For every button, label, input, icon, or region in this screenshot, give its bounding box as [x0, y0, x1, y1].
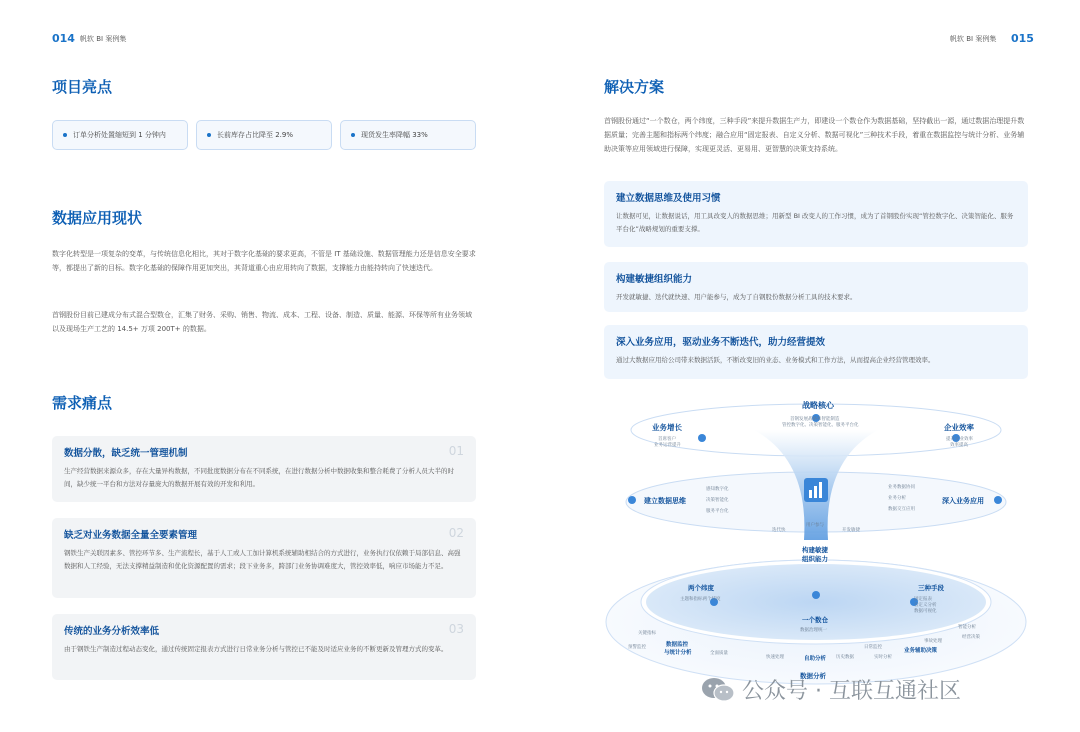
bullet-dot-icon: [63, 133, 67, 137]
solution-card-desc: 开发就敏捷、迭代就快速、用户能参与，成为了自钢股份数据分析工具的技术要求。: [616, 293, 857, 301]
pain-point-number: 01: [448, 444, 464, 458]
pain-point-card: [52, 436, 476, 502]
svg-text:自定义分析: 自定义分析: [914, 603, 937, 608]
svg-text:关键指标: 关键指标: [638, 631, 656, 636]
svg-text:事故处理: 事故处理: [924, 639, 942, 644]
right-running-title: 帆软 BI 案例集: [950, 35, 997, 43]
status-paragraph-1: 数字化转型是一项复杂的变革，与传统信息化相比，其对于数字化基础的要求更高，不管是 IT 基础设施、数据管理能力还是信息安全要求等，都提出了新的目标。数字化基础的保障作用更加突出，其背道重心由应用转向了数据，支撑能力由能持转向了快速迭代。: [52, 250, 476, 272]
bullet-dot-icon: [351, 133, 355, 137]
svg-text:开发敏捷: 开发敏捷: [842, 528, 860, 533]
pain-point-desc: 由于钢铁生产制造过程动态变化，通过传统固定报表方式进行日常业务分析与管控已不能及时适应业务的不断更新及管理方式的变革。: [64, 645, 448, 653]
status-paragraph-2: 首钢股份目前已建成分布式混合型数仓，汇集了财务、采购、销售、物流、成本、工程、设备、制造、质量、能源、环保等所有业务领域以及现场生产工艺的 14.5+ 万项 200T+ 的数据。: [52, 311, 472, 333]
watermark: [700, 674, 961, 705]
solution-intro: 首钢股份通过“一个数仓，两个纬度，三种手段”来提升数据生产力，即建设一个数仓作为数据基础，坚持截出一源，通过数据治理提升数据质量；完善主题和指标两个纬度；融合应用“固定报表、自定义分析、数据可视化”三种技术手段，着重在数据监控与统计分析、业务辅助决策等应用领域进行保障，实现更灵活、更易用、更智慧的决策支持系统。: [604, 117, 1025, 153]
svg-text:迭代快: 迭代快: [772, 528, 786, 533]
solution-card-title: 深入业务应用，驱动业务不断迭代，助力经营提效: [616, 337, 826, 348]
pain-point-card: [52, 614, 476, 680]
svg-text:快速处理: 快速处理: [766, 655, 784, 660]
svg-text:业务分析: 业务分析: [888, 496, 906, 501]
diagram-top-sub: 首钢发展战略和智能制造: [790, 417, 840, 422]
diagram-one-dw-label: 一个数仓: [802, 616, 828, 624]
svg-text:组织能力: 组织能力: [802, 555, 828, 563]
highlights-title: 项目亮点: [52, 78, 113, 96]
highlight-text: 长前库存占比降至 2.9%: [217, 131, 294, 139]
svg-text:效率提高: 效率提高: [950, 443, 968, 448]
right-page-number: 015: [1011, 32, 1034, 45]
pain-point-title: 传统的业务分析效率低: [64, 626, 160, 637]
svg-text:决策智能化: 决策智能化: [706, 498, 729, 503]
highlight-text: 订单分析处置缩短到 1 分钟内: [73, 131, 166, 139]
wechat-icon: [700, 676, 736, 704]
svg-text:服务平台化: 服务平台化: [706, 509, 729, 514]
node-dot-icon: [812, 591, 820, 599]
svg-text:历史数据: 历史数据: [836, 655, 854, 660]
svg-text:自助分析: 自助分析: [804, 656, 827, 662]
solution-card: [604, 262, 1028, 312]
svg-text:提升企业效率: 提升企业效率: [946, 437, 973, 442]
svg-text:智能分析: 智能分析: [958, 625, 976, 630]
svg-text:日常监控: 日常监控: [864, 645, 882, 650]
pain-point-number: 03: [448, 622, 464, 636]
solution-diagram: [604, 390, 1044, 700]
svg-text:固定报表: 固定报表: [914, 597, 932, 602]
solution-card-title: 建立数据思维及使用习惯: [616, 193, 721, 204]
bullet-dot-icon: [207, 133, 211, 137]
highlight-item: [340, 120, 476, 150]
diagram-top-sub: 管控数字化、决策智能化、服务平台化: [782, 423, 859, 428]
diagram-thinking-label: 建立数据思维: [644, 497, 686, 505]
highlight-item: [196, 120, 332, 150]
svg-text:业务辅助决策: 业务辅助决策: [904, 648, 938, 654]
diagram-agile-label: 构建敏捷: [802, 546, 828, 554]
highlight-item: [52, 120, 188, 150]
svg-text:业务运营提升: 业务运营提升: [654, 443, 681, 448]
svg-text:实时分析: 实时分析: [874, 655, 892, 660]
diagram-two-dims-label: 两个纬度: [688, 584, 714, 592]
node-dot-icon: [994, 496, 1002, 504]
svg-text:预警监控: 预警监控: [628, 645, 646, 650]
svg-text:与统计分析: 与统计分析: [664, 650, 692, 656]
solution-card-title: 构建敏捷组织能力: [616, 274, 693, 285]
pain-point-title: 缺乏对业务数据全量全要素管理: [64, 530, 198, 541]
highlight-text: 现货发生率降幅 33%: [361, 131, 428, 139]
left-running-title: 帆软 BI 案例集: [80, 35, 127, 43]
pain-points-title: 需求痛点: [52, 394, 113, 412]
diagram-deep-label: 深入业务应用: [942, 497, 984, 505]
pain-point-desc: 钢铁生产关联因素多、管控环节多、生产流程长，基于人工或人工加计算机系统辅助相结合的方式进行，业务执行仅依赖于局部信息、高强数据和人工经验，无法支撑精益制造和优化资源配置的需求；段下业务多，跨部门业务协调难度大，管控效率低，响应市场能力不足。: [64, 549, 461, 570]
solution-title: 解决方案: [604, 78, 665, 96]
node-dot-icon: [628, 496, 636, 504]
node-dot-icon: [698, 434, 706, 442]
solution-card: [604, 325, 1028, 379]
diagram-top-label: 战略核心: [802, 401, 834, 410]
diagram-three-means-label: 三种手段: [918, 584, 944, 592]
solution-card: [604, 181, 1028, 247]
pain-point-number: 02: [448, 526, 464, 540]
svg-text:数据交互应用: 数据交互应用: [888, 507, 915, 512]
svg-text:首席客户: 首席客户: [658, 437, 676, 442]
svg-text:业务数据协同: 业务数据协同: [888, 485, 915, 490]
svg-text:感知数字化: 感知数字化: [706, 487, 729, 492]
left-page-number: 014: [52, 32, 75, 45]
pain-point-title: 数据分散，缺乏统一管理机制: [64, 448, 188, 459]
svg-text:数据可视化: 数据可视化: [914, 609, 937, 614]
pain-point-desc: 生产经营数据来源众多，存在大量异构数据，不同批度数据分布在不同系统，在进行数据分析中数据收集和整合耗费了分析人员大半的时间，缺少统一平台和方法对存量庞大的数据开展有效的开发和利用。: [64, 467, 454, 488]
svg-text:数据治理统一: 数据治理统一: [800, 628, 827, 633]
svg-text:数据分析: 数据分析: [800, 672, 826, 680]
diagram-growth-label: 业务增长: [652, 423, 682, 432]
svg-text:用户参与: 用户参与: [806, 523, 824, 528]
status-title: 数据应用现状: [52, 209, 143, 227]
solution-card-desc: 通过大数据应用给公司带来数据活跃，不断改变旧的业态、业务模式和工作方法，从而提高企业经营管理效率。: [616, 356, 935, 364]
watermark-text: 公众号 · 互联互通社区: [742, 679, 961, 704]
svg-text:经营决策: 经营决策: [962, 635, 980, 640]
diagram-efficiency-label: 企业效率: [944, 423, 974, 432]
svg-text:主题和指标两个纬度: 主题和指标两个纬度: [680, 597, 721, 602]
pain-point-card: [52, 518, 476, 598]
svg-text:数据监控: 数据监控: [666, 642, 689, 648]
solution-card-desc: 让数据可见，让数据说话，用工具改变人的数据思维；用新型 BI 改变人的工作习惯，成为了首钢股份实现“管控数字化、决策智能化、服务平台化”战略规划的重要支撑。: [616, 212, 1014, 233]
svg-text:全面质量: 全面质量: [710, 651, 728, 656]
